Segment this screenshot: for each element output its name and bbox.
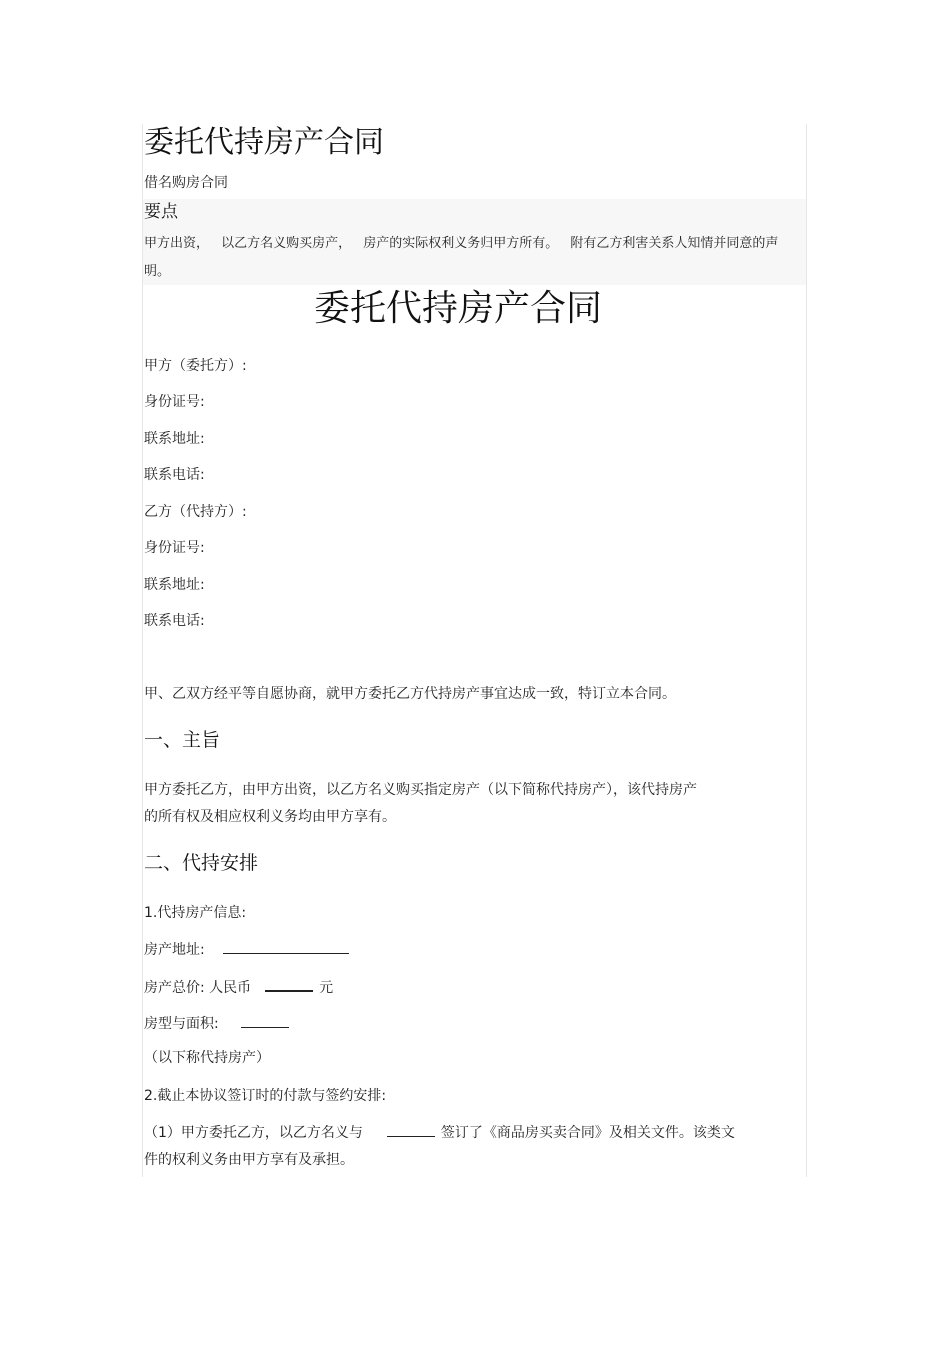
property-price-row	[144, 976, 333, 998]
section-1-heading: 一、主旨	[144, 729, 221, 751]
party-b-phone-label: 联系电话:	[144, 613, 205, 629]
seller-blank[interactable]	[387, 1122, 435, 1137]
property-address-label: 房产地址:	[144, 942, 205, 958]
item-1-title: 1.代持房产信息:	[144, 905, 247, 921]
item-2-title: 2.截止本协议签订时的付款与签约安排:	[144, 1088, 387, 1104]
property-price-label: 房产总价: 人民币	[144, 980, 252, 996]
property-address-blank[interactable]	[223, 939, 349, 954]
price-unit: 元	[319, 980, 334, 996]
party-a-address-label: 联系地址:	[144, 431, 205, 447]
party-b-label: 乙方（代持方）:	[144, 504, 247, 520]
property-type-blank[interactable]	[241, 1013, 289, 1028]
clause-1-suffix: 签订了《商品房买卖合同》及相关文件。该类文	[440, 1125, 735, 1141]
section-2-heading: 二、代持安排	[144, 852, 259, 874]
right-margin-rule	[806, 124, 807, 1177]
section-1-line-1: 甲方委托乙方，由甲方出资，以乙方名义购买指定房产（以下简称代持房产），该代持房产	[144, 782, 697, 798]
summary-text: 甲方出资， 以乙方名义购买房产， 房产的实际权利义务归甲方所有。 附有乙方利害关系人知情并同意的声明。	[144, 236, 779, 279]
document-subtitle: 借名购房合同	[144, 175, 228, 191]
party-a-phone-label: 联系电话:	[144, 467, 205, 483]
property-note: （以下称代持房产）	[144, 1050, 270, 1066]
property-type-row	[144, 1013, 289, 1034]
party-b-address-label: 联系地址:	[144, 577, 205, 593]
summary-heading: 要点	[144, 202, 178, 222]
clause-1-line-2: 件的权利义务由甲方享有及承担。	[144, 1152, 354, 1168]
clause-1-line-1	[144, 1122, 735, 1143]
property-type-label: 房型与面积:	[144, 1016, 219, 1032]
clause-1-prefix: （1）甲方委托乙方，以乙方名义与	[144, 1125, 363, 1141]
document-title: 委托代持房产合同	[144, 125, 384, 160]
preamble: 甲、乙双方经平等自愿协商，就甲方委托乙方代持房产事宜达成一致，特订立本合同。	[144, 686, 676, 702]
property-price-blank[interactable]	[265, 976, 313, 992]
contract-title: 委托代持房产合同	[313, 288, 602, 329]
section-1-line-2: 的所有权及相应权利义务均由甲方享有。	[144, 809, 396, 825]
party-b-id-label: 身份证号:	[144, 540, 205, 556]
property-address-row	[144, 939, 349, 960]
party-a-id-label: 身份证号:	[144, 394, 205, 410]
party-a-label: 甲方（委托方）:	[144, 358, 247, 374]
